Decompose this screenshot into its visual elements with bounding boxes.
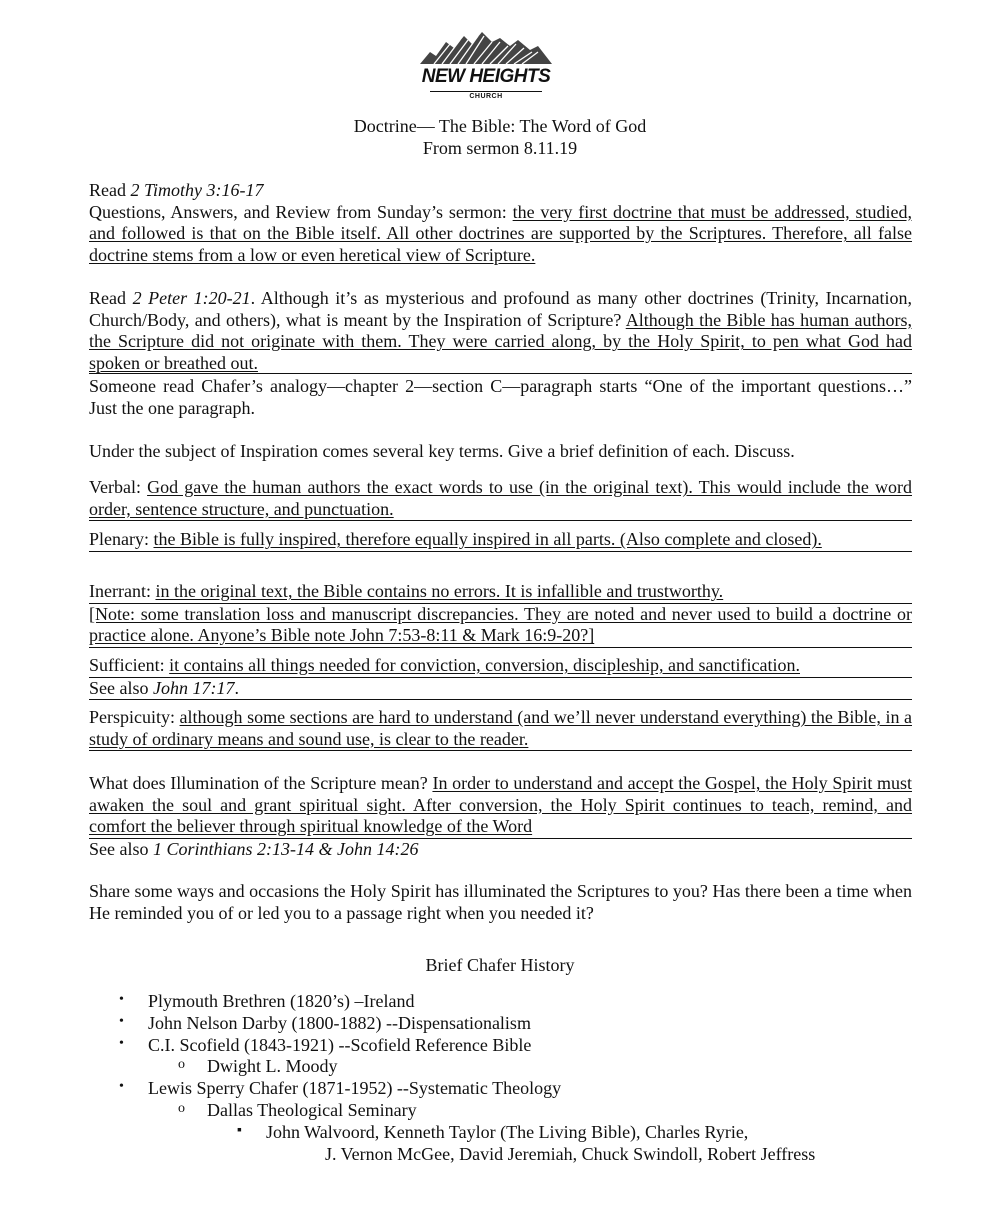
bullet-icon: • bbox=[119, 1036, 124, 1051]
term-definition: although some sections are hard to understand (and we’ll never understand everything) the Bible, in a study of ordinary means and sound use, is clear to the reader. bbox=[89, 707, 912, 749]
term-definition: in the original text, the Bible contains no errors. It is infallible and trustworthy. bbox=[155, 581, 724, 601]
illumination-answer: In order to understand and accept the Gospel, the Holy Spirit must awaken the soul and grant spiritual sight. After conversion, the Holy Spirit continues to teach, remind, and comfort the believer through spiritual knowledge of the Word bbox=[89, 773, 912, 837]
document-title: Doctrine— The Bible: The Word of God bbox=[353, 116, 647, 136]
see-also-label: See also bbox=[89, 677, 153, 698]
list-item: John Nelson Darby (1800-1882) --Dispensationalism bbox=[148, 1013, 531, 1033]
term-definition: God gave the human authors the exact words to use (in the original text). This would include the word order, sentence structure, and punctuation. bbox=[89, 477, 912, 519]
bullet-icon: • bbox=[119, 1079, 124, 1094]
term-inerrant bbox=[89, 581, 912, 648]
section-2-peter bbox=[89, 288, 912, 374]
circle-bullet-icon: o bbox=[178, 1057, 185, 1072]
read-label: Read bbox=[89, 288, 133, 308]
term-verbal bbox=[89, 477, 912, 521]
inspiration-intro: Under the subject of Inspiration comes several key terms. Give a brief definition of each. Discuss. bbox=[89, 441, 795, 461]
church-logo bbox=[420, 30, 552, 104]
list-item-continuation: J. Vernon McGee, David Jeremiah, Chuck Swindoll, Robert Jeffress bbox=[325, 1144, 816, 1164]
history-title: Brief Chafer History bbox=[425, 955, 575, 975]
term-label: Verbal: bbox=[89, 477, 148, 497]
list-item: C.I. Scofield (1843-1921) --Scofield Reference Bible bbox=[148, 1035, 532, 1055]
period: . bbox=[234, 677, 239, 698]
review-answer: the very first doctrine that must be addressed, studied, and followed is that on the Bible itself. All other doctrines are supported by the Scriptures. Therefore, all false doctrine stems from a low or even heretical view of Scripture. bbox=[89, 201, 912, 265]
term-label: Inerrant: bbox=[89, 581, 156, 601]
inspiration-answer: Although the Bible has human authors, the Scripture did not originate with them. They were carried along, by the Holy Spirit, to pen what God had spoken or breathed out. bbox=[89, 309, 912, 373]
term-perspicuity bbox=[89, 707, 912, 751]
logo-divider bbox=[430, 91, 542, 92]
chafer-analogy-note: Someone read Chafer’s analogy—chapter 2—section C—paragraph starts “One of the important questions…” Just the one paragraph. bbox=[89, 376, 912, 418]
circle-bullet-icon: o bbox=[178, 1101, 185, 1116]
scripture-reference: 2 Timothy 3:16-17 bbox=[130, 180, 264, 200]
square-bullet-icon: ▪ bbox=[237, 1123, 242, 1138]
scripture-reference: 2 Peter 1:20-21 bbox=[132, 288, 251, 308]
document-subtitle: From sermon 8.11.19 bbox=[422, 138, 578, 158]
term-definition: it contains all things needed for conviction, conversion, discipleship, and sanctification. bbox=[169, 655, 800, 675]
bullet-icon: • bbox=[119, 992, 124, 1007]
illumination-question: What does Illumination of the Scripture mean? bbox=[89, 773, 433, 793]
term-sufficient bbox=[89, 655, 912, 700]
term-label: Perspicuity: bbox=[89, 707, 180, 727]
review-prompt: Questions, Answers, and Review from Sunday’s sermon: bbox=[89, 201, 513, 222]
list-item: John Walvoord, Kenneth Taylor (The Living Bible), Charles Ryrie, bbox=[266, 1122, 749, 1142]
scripture-reference: John 17:17 bbox=[152, 677, 235, 698]
logo-subtitle: CHURCH bbox=[469, 93, 503, 100]
logo-wordmark: NEW HEIGHTS bbox=[421, 66, 551, 87]
see-also-label: See also bbox=[89, 838, 153, 859]
list-item: Lewis Sperry Chafer (1871-1952) --Systematic Theology bbox=[148, 1078, 562, 1098]
list-item: Plymouth Brethren (1820’s) –Ireland bbox=[148, 991, 415, 1011]
term-label: Sufficient: bbox=[89, 655, 170, 675]
scripture-reference: 1 Corinthians 2:13-14 & John 14:26 bbox=[152, 838, 419, 859]
term-plenary bbox=[89, 529, 912, 552]
term-definition: the Bible is fully inspired, therefore equally inspired in all parts. (Also complete and closed). bbox=[153, 529, 822, 549]
inerrant-note: [Note: some translation loss and manuscript discrepancies. They are noted and never used to build a doctrine or practice alone. Anyone’s Bible note John 7:53-8:11 & Mark 16:9-20?] bbox=[89, 604, 912, 648]
bullet-icon: • bbox=[119, 1014, 124, 1029]
section-2-timothy bbox=[89, 180, 912, 266]
illumination-section bbox=[89, 773, 912, 860]
mountain-icon bbox=[420, 30, 552, 66]
answer-line bbox=[89, 373, 912, 374]
list-item: Dallas Theological Seminary bbox=[207, 1100, 417, 1120]
share-question: Share some ways and occasions the Holy Spirit has illuminated the Scriptures to you? Has there been a time when He reminded you of or led you to a passage right when you needed it? bbox=[89, 881, 912, 923]
read-label: Read bbox=[89, 180, 131, 200]
list-item: Dwight L. Moody bbox=[207, 1056, 338, 1076]
term-label: Plenary: bbox=[89, 529, 154, 549]
inspiration-question: . Although it’s as mysterious and profound as many other doctrines (Trinity, Incarnation, Church/Body, and others), what is meant by the Inspiration of Scripture? bbox=[89, 288, 913, 330]
